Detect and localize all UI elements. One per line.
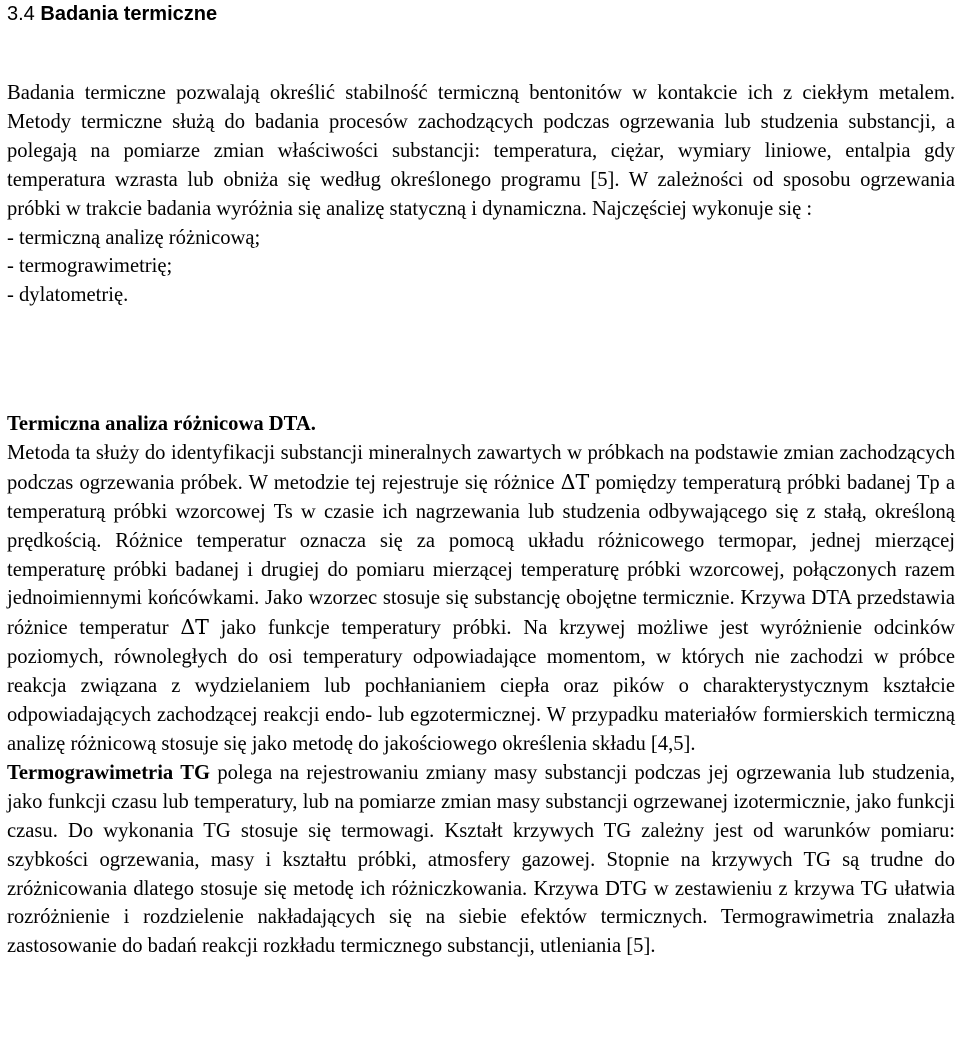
methods-list — [7, 224, 955, 311]
tg-paragraph — [7, 759, 955, 961]
tg-text: polega na rejestrowaniu zmiany masy substancji podczas jej ogrzewania lub studzenia, jako funkcji czasu lub temperatury, lub na pomiarze zmian masy substancji ogrzewanej izotermicznie, jako funkcji czasu. Do wykonania TG stosuje się termowagi. Kształt krzywych TG zależny jest od warunków pomiaru: szybkości ogrzewania, masy i kształtu próbki, atmosfery gazowej. Stopnie na krzywych TG są trudne do zróżnicowania dlatego stosuje się metodę ich różniczkowania. Krzywa DTG w zestawieniu z krzywa TG ułatwia rozróżnienie i rozdzielenie nakładających się na siebie efektów termicznych. Termograwimetria znalazła zastosowanie do badań reakcji rozkładu termicznego substancji, utleniania [5]. — [7, 761, 956, 958]
intro-block — [7, 79, 955, 310]
dta-heading: Termiczna analiza różnicowa DTA. — [7, 413, 316, 435]
dta-text-part: jako funkcje temperatury próbki. Na krzywej możliwe jest wyróżnienie odcinków poziomych, równoległych do osi temperatury odpowiadające momentom, w których nie zachodzi w próbce reakcja związana z wydzielaniem lub pochłanianiem ciepła oraz pików o charakterystycznym kształcie odpowiadających zachodzącej reakcji endo- lub egzotermicznej. W przypadku materiałów formierskich termiczną analizę różnicową stosuje się jako metodę do jakościowego określenia składu [4,5]. — [7, 617, 955, 755]
delta-t-symbol: ΔT — [560, 469, 590, 494]
tg-term: Termograwimetria TG — [7, 761, 210, 784]
list-item: - termograwimetrię; — [7, 255, 173, 278]
section-heading — [7, 0, 217, 28]
dta-text-part: pomiędzy temperaturą próbki badanej Tp a temperaturą próbki wzorcowej Ts w czasie ich nagrzewania lub studzenia odbywającego się z stałą, określoną prędkością. Różnice temperatur oznacza się za pomocą układu różnicowego termopar, jednej mierzącej temperaturę próbki badanej i drugiej do pomiaru mierzącej temperaturę próbki wzorcowej, połączonych razem jednoimiennymi końcówkami. Jako wzorzec stosuje się substancję obojętne termicznie. Krzywa DTA przedstawia różnice temperatur — [7, 471, 955, 640]
section-title: Badania termiczne — [40, 3, 218, 25]
dta-section — [7, 410, 955, 961]
list-item: - termiczną analizę różnicową; — [7, 226, 261, 249]
list-item: - dylatometrię. — [7, 284, 129, 307]
dta-paragraph — [7, 439, 955, 759]
dta-text-part: Metoda ta służy do identyfikacji substancji mineralnych zawartych w próbkach na podstawie zmian zachodzących podczas ogrzewania próbek. W metodzie tej rejestruje się różnice — [7, 441, 955, 494]
delta-t-symbol: ΔT — [180, 615, 209, 640]
section-number: 3.4 — [7, 3, 35, 25]
intro-paragraph: Badania termiczne pozwalają określić stabilność termiczną bentonitów w kontakcie ich z ciekłym metalem. Metody termiczne służą do badania procesów zachodzących podczas ogrzewania lub studzenia substancji, a polegają na pomiarze zmian właściwości substancji: temperatura, ciężar, wymiary liniowe, entalpia gdy temperatura wzrasta lub obniża się według określonego programu [5]. W zależności od sposobu ogrzewania próbki w trakcie badania wyróżnia się analizę statyczną i dynamiczna. Najczęściej wykonuje się : — [7, 82, 955, 220]
